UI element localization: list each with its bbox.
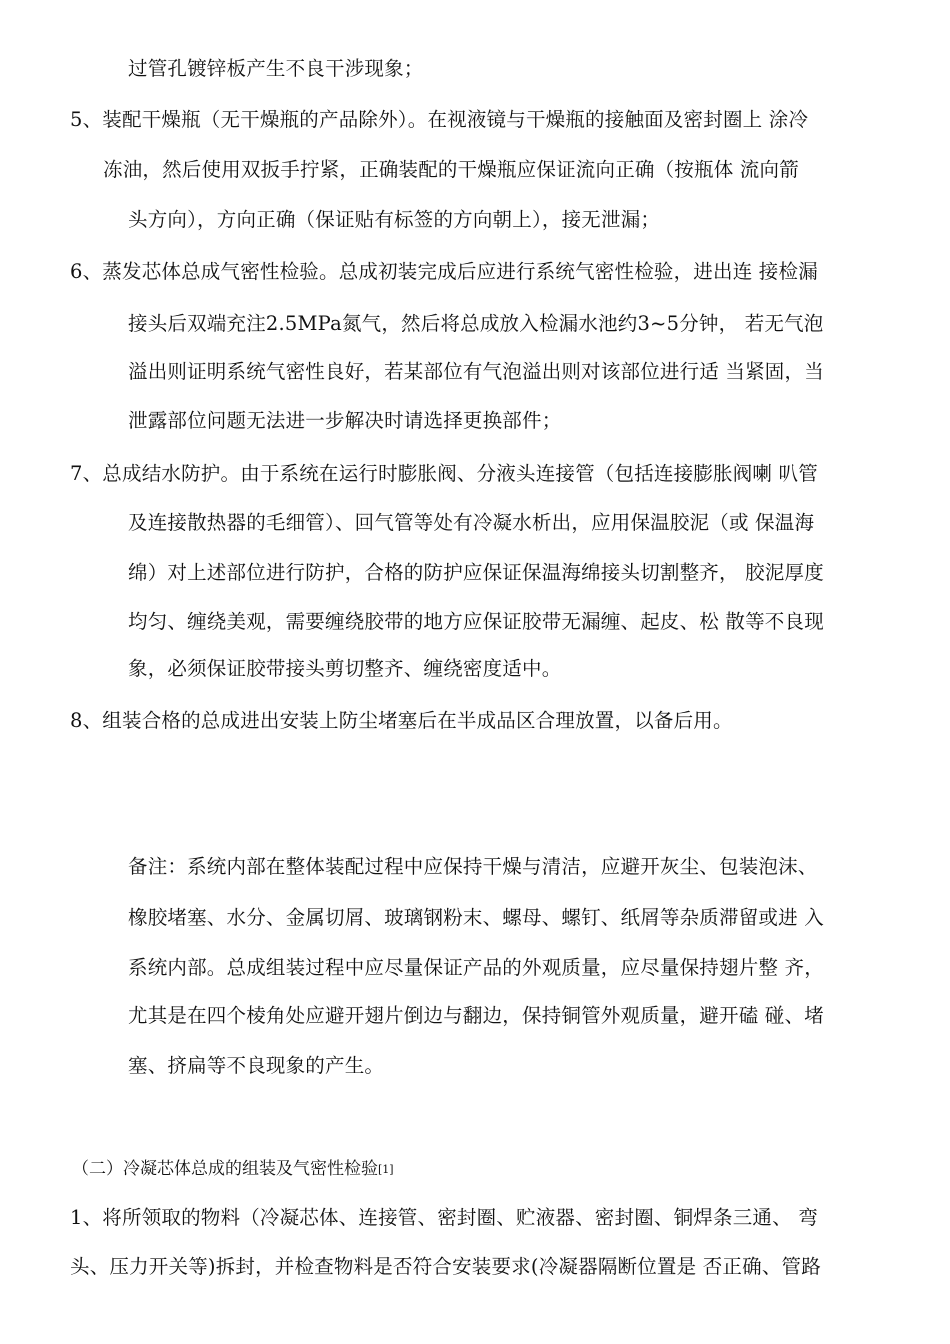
text-line: 绵）对上述部位进行防护，合格的防护应保证保温海绵接头切割整齐， 胶泥厚度 bbox=[128, 561, 824, 584]
note-line: 塞、挤扁等不良现象的产生。 bbox=[128, 1054, 385, 1077]
note-line: 系统内部。总成组装过程中应尽量保证产品的外观质量，应尽量保持翅片整 齐， bbox=[128, 956, 824, 979]
reference-marker: [1] bbox=[378, 1163, 394, 1176]
section-heading bbox=[72, 1158, 394, 1181]
list-item-1: 1、将所领取的物料（冷凝芯体、连接管、密封圈、贮液器、密封圈、铜焊条三通、 弯 bbox=[70, 1206, 818, 1229]
section-heading-text: （二）冷凝芯体总成的组装及气密性检验 bbox=[72, 1159, 378, 1179]
text-line: 泄露部位问题无法进一步解决时请选择更换部件； bbox=[128, 409, 562, 432]
list-item-8: 8、组装合格的总成进出安装上防尘堵塞后在半成品区合理放置，以备后用。 bbox=[70, 709, 733, 732]
list-item-5: 5、装配干燥瓶（无干燥瓶的产品除外）。在视液镜与干燥瓶的接触面及密封圈上 涂冷 bbox=[70, 108, 809, 131]
text-line: 接头后双端充注2.5MPa氮气，然后将总成放入检漏水池约3~5分钟， 若无气泡 bbox=[128, 312, 824, 335]
list-item-7: 7、总成结水防护。由于系统在运行时膨胀阀、分液头连接管（包括连接膨胀阀喇 叭管 bbox=[70, 462, 818, 485]
text-line: 过管孔镀锌板产生不良干涉现象； bbox=[128, 57, 424, 80]
list-item-6: 6、蒸发芯体总成气密性检验。总成初装完成后应进行系统气密性检验，进出连 接检漏 bbox=[70, 260, 818, 283]
text-line: 溢出则证明系统气密性良好，若某部位有气泡溢出则对该部位进行适 当紧固，当 bbox=[128, 360, 824, 383]
text-line: 冻油，然后使用双扳手拧紧，正确装配的干燥瓶应保证流向正确（按瓶体 流向箭 bbox=[103, 158, 799, 181]
text-line: 头、压力开关等)拆封，并检查物料是否符合安装要求(冷凝器隔断位置是 否正确、管路 bbox=[70, 1255, 821, 1278]
text-line: 及连接散热器的毛细管）、回气管等处有冷凝水析出，应用保温胶泥（或 保温海 bbox=[128, 511, 815, 534]
text-line: 头方向），方向正确（保证贴有标签的方向朝上），接无泄漏； bbox=[128, 208, 661, 231]
note-line: 橡胶堵塞、水分、金属切屑、玻璃钢粉末、螺母、螺钉、纸屑等杂质滞留或进 入 bbox=[128, 906, 824, 929]
note-line: 尤其是在四个棱角处应避开翅片倒边与翻边，保持铜管外观质量，避开磕 碰、堵 bbox=[128, 1004, 824, 1027]
note-line: 备注：系统内部在整体装配过程中应保持干燥与清洁，应避开灰尘、包装泡沫、 bbox=[128, 855, 818, 878]
text-line: 象，必须保证胶带接头剪切整齐、缠绕密度适中。 bbox=[128, 657, 562, 680]
text-line: 均匀、缠绕美观，需要缠绕胶带的地方应保证胶带无漏缠、起皮、松 散等不良现 bbox=[128, 610, 824, 633]
